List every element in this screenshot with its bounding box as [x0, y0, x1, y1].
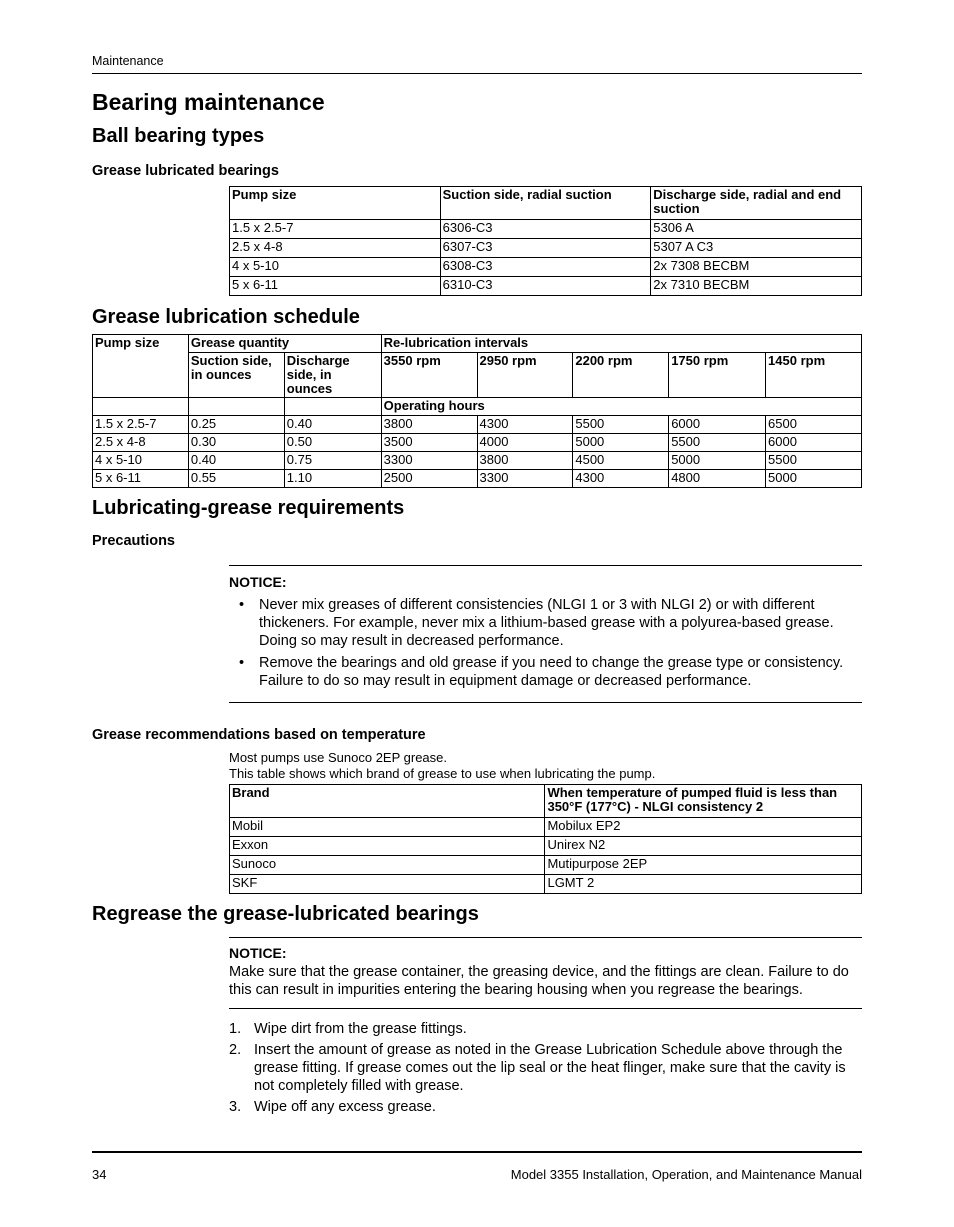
table-cell: 4 x 5-10 [93, 452, 189, 470]
step-number: 2. [229, 1042, 242, 1058]
list-item [229, 1041, 862, 1095]
heading-ball-bearing-types: Ball bearing types [92, 125, 265, 147]
regrease-steps [229, 1020, 862, 1119]
table-cell: Exxon [230, 837, 545, 856]
table-cell: 4300 [477, 416, 573, 434]
table-cell: 5500 [573, 416, 669, 434]
step-number: 3. [229, 1099, 242, 1115]
column-header: Discharge side, radial and end suction [651, 187, 862, 220]
table-cell: 0.55 [188, 470, 284, 488]
recommendation-intro-1: Most pumps use Sunoco 2EP grease. [229, 750, 447, 765]
table-cell: 5307 A C3 [651, 239, 862, 258]
column-header: Discharge side, in ounces [284, 353, 381, 398]
table-cell: Mutipurpose 2EP [545, 856, 862, 875]
table-cell: 2500 [381, 470, 477, 488]
subheading-precautions: Precautions [92, 533, 175, 549]
step-text: Insert the amount of grease as noted in the Grease Lubrication Schedule above through the grease fitting. If grease comes out the lip seal or the heat flinger, make sure that the cavity is not completely filled with grease. [254, 1042, 846, 1094]
table-row [93, 470, 862, 488]
table-cell: 5000 [669, 452, 766, 470]
table-cell: 3300 [381, 452, 477, 470]
recommendation-intro-2: This table shows which brand of grease to use when lubricating the pump. [229, 766, 656, 781]
page-title: Bearing maintenance [92, 89, 325, 115]
manual-title: Model 3355 Installation, Operation, and Maintenance Manual [510, 1167, 862, 1182]
bullet-text: Remove the bearings and old grease if you need to change the grease type or consistency. Failure to do so may result in equipment damage or decreased performance. [259, 655, 844, 689]
table-cell: 0.25 [188, 416, 284, 434]
table-header-row [230, 187, 862, 220]
table-cell: 5306 A [651, 220, 862, 239]
column-header: Suction side, radial suction [440, 187, 651, 220]
table-row [230, 239, 862, 258]
table-cell: 6000 [669, 416, 766, 434]
table-cell: 1.5 x 2.5-7 [93, 416, 189, 434]
lubrication-schedule-table [92, 334, 862, 488]
steps-list [229, 1020, 862, 1116]
table-row [230, 258, 862, 277]
table-cell: 0.50 [284, 434, 381, 452]
table-cell: 5 x 6-11 [93, 470, 189, 488]
table-header-row [93, 398, 862, 416]
table-cell: Mobil [230, 818, 545, 837]
table-cell: 3500 [381, 434, 477, 452]
table-cell: 0.40 [188, 452, 284, 470]
notice-bullet-list [229, 596, 862, 690]
table-cell: 3800 [381, 416, 477, 434]
table-cell: 2x 7310 BECBM [651, 277, 862, 296]
table-cell [93, 398, 189, 416]
table-cell: 0.40 [284, 416, 381, 434]
table-cell: 2.5 x 4-8 [93, 434, 189, 452]
list-item [229, 654, 862, 690]
heading-lubricating-grease-requirements: Lubricating-grease requirements [92, 497, 405, 519]
table-row [230, 277, 862, 296]
table-row [93, 452, 862, 470]
step-text: Wipe off any excess grease. [254, 1099, 436, 1115]
table-cell: 0.30 [188, 434, 284, 452]
table-header-row [93, 335, 862, 353]
table-cell: 1.10 [284, 470, 381, 488]
heading-grease-lubrication-schedule: Grease lubrication schedule [92, 306, 360, 328]
table-cell [284, 398, 381, 416]
column-header: Pump size [230, 187, 441, 220]
header-rule [92, 73, 862, 74]
page-number: 34 [92, 1167, 107, 1182]
table-cell: 1.5 x 2.5-7 [230, 220, 441, 239]
column-header: 2950 rpm [477, 353, 573, 398]
column-header: Pump size [93, 335, 189, 398]
table-cell: 4 x 5-10 [230, 258, 441, 277]
column-header: Brand [230, 785, 545, 818]
table-cell: 5500 [669, 434, 766, 452]
table-cell: 6500 [766, 416, 862, 434]
column-header: When temperature of pumped fluid is less than 350°F (177°C) - NLGI consistency 2 [545, 785, 862, 818]
table-cell: 6306-C3 [440, 220, 651, 239]
column-header: 3550 rpm [381, 353, 477, 398]
column-header: 1750 rpm [669, 353, 766, 398]
column-header: 1450 rpm [766, 353, 862, 398]
regrease-notice-text: Make sure that the grease container, the greasing device, and the fittings are clean. Failure to do this can result in impurities entering the bearing housing when you regrease the bearings. [229, 964, 849, 998]
heading-regrease-bearings: Regrease the grease-lubricated bearings [92, 903, 479, 925]
step-text: Wipe dirt from the grease fittings. [254, 1021, 467, 1037]
table-cell: 5000 [573, 434, 669, 452]
table-cell: 5500 [766, 452, 862, 470]
column-header: Suction side, in ounces [188, 353, 284, 398]
table-row [230, 856, 862, 875]
table-cell: 3800 [477, 452, 573, 470]
table-cell: 6307-C3 [440, 239, 651, 258]
notice-rule-bottom [229, 702, 862, 703]
column-header: Grease quantity [188, 335, 381, 353]
table-cell: 6310-C3 [440, 277, 651, 296]
table-cell: 4500 [573, 452, 669, 470]
bullet-glyph: • [239, 597, 245, 613]
table-cell: Mobilux EP2 [545, 818, 862, 837]
table-cell: 6000 [766, 434, 862, 452]
table-header-row [230, 785, 862, 818]
footer-rule [92, 1151, 862, 1153]
notice-rule-top [229, 565, 862, 566]
column-header: Re-lubrication intervals [381, 335, 861, 353]
table-cell [188, 398, 284, 416]
table-cell: 2.5 x 4-8 [230, 239, 441, 258]
bullet-text: Never mix greases of different consistencies (NLGI 1 or 3 with NLGI 2) or with different thickeners. For example, never mix a lithium-based grease with a polyurea-based grease. Doing so may result in decreased performance. [259, 597, 834, 649]
subheading-grease-recommendations: Grease recommendations based on temperature [92, 727, 426, 743]
table-row [230, 220, 862, 239]
column-header: 2200 rpm [573, 353, 669, 398]
table-cell: SKF [230, 875, 545, 894]
running-header: Maintenance [92, 54, 164, 68]
table-cell: 6308-C3 [440, 258, 651, 277]
notice-rule-bottom [229, 1008, 862, 1009]
table-cell: 4800 [669, 470, 766, 488]
table-cell: 5 x 6-11 [230, 277, 441, 296]
table-cell: 3300 [477, 470, 573, 488]
table-row [230, 875, 862, 894]
bullet-glyph: • [239, 655, 245, 671]
list-item [229, 1098, 862, 1116]
list-item [229, 1020, 862, 1038]
table-cell: Sunoco [230, 856, 545, 875]
table-row [93, 434, 862, 452]
ball-bearing-table [229, 186, 862, 296]
table-row [230, 818, 862, 837]
table-cell: 5000 [766, 470, 862, 488]
list-item [229, 596, 862, 650]
column-header: Operating hours [381, 398, 861, 416]
table-cell: 2x 7308 BECBM [651, 258, 862, 277]
precautions-notice [229, 596, 862, 694]
notice-label: NOTICE: [229, 574, 287, 590]
table-cell: 4300 [573, 470, 669, 488]
notice-label: NOTICE: [229, 945, 287, 961]
grease-brand-table [229, 784, 862, 894]
step-number: 1. [229, 1021, 242, 1037]
table-row [230, 837, 862, 856]
table-cell: 4000 [477, 434, 573, 452]
table-header-row [93, 353, 862, 398]
table-cell: Unirex N2 [545, 837, 862, 856]
notice-rule-top [229, 937, 862, 938]
table-cell: LGMT 2 [545, 875, 862, 894]
table-row [93, 416, 862, 434]
subheading-grease-lubricated-bearings: Grease lubricated bearings [92, 163, 279, 179]
table-cell: 0.75 [284, 452, 381, 470]
